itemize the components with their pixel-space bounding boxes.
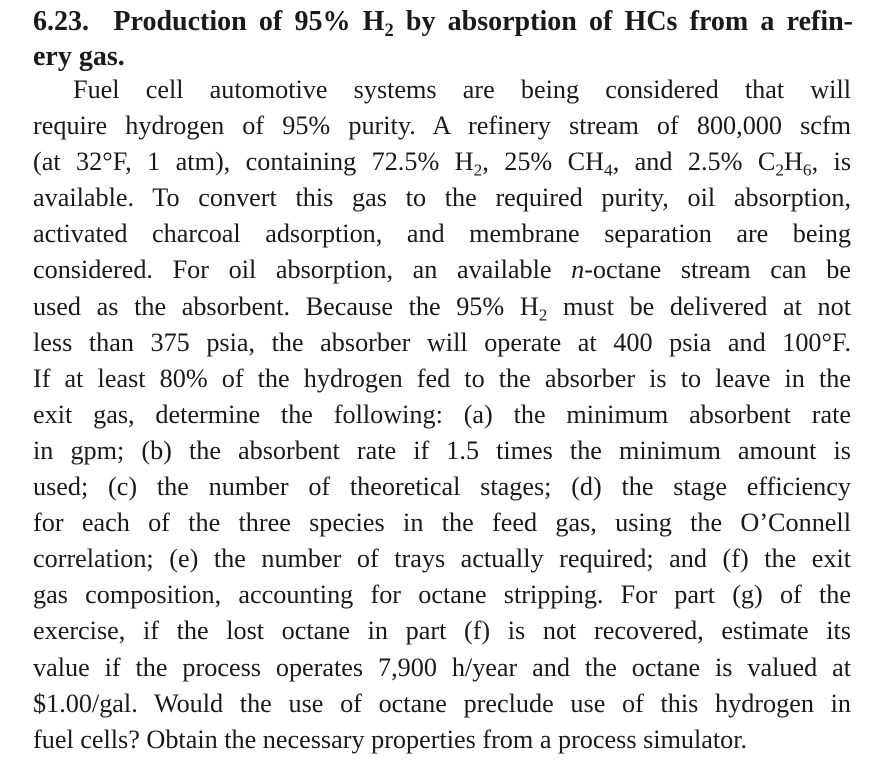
text-line-11: in gpm; (b) the absorbent rate if 1.5 times the minimum amount is — [33, 435, 851, 465]
ch4-subscript: 4 — [604, 160, 613, 180]
text-line-3-part-e: , and 2.5% C — [612, 147, 776, 177]
text-line-4: available. To convert this gas to the required purity, oil absorption, — [33, 183, 851, 213]
problem-title-line-2: ery gas. — [33, 41, 125, 72]
problem-title-subscript: 2 — [384, 19, 394, 40]
text-line-9: If at least 80% of the hydrogen fed to the absorber is to leave in the — [33, 363, 851, 393]
text-line-6 — [33, 252, 851, 288]
n-octane-italic: n — [571, 255, 585, 285]
text-line-8: less than 375 psia, the absorber will operate at 400 psia and 100°F. — [33, 327, 851, 357]
text-line-6-part-c: -octane stream can be — [584, 255, 851, 285]
text-line-3-part-c: , 25% CH — [482, 147, 605, 177]
problem-heading-line-1 — [33, 4, 853, 39]
problem-statement — [33, 72, 851, 758]
text-line-3 — [33, 144, 851, 180]
text-line-7-part-a: used as the absorbent. Because the 95% H — [33, 291, 539, 321]
problem-heading — [33, 4, 853, 74]
text-line-3-part-g: H — [784, 147, 803, 177]
text-line-12: used; (c) the number of theoretical stages; (d) the stage efficiency — [33, 472, 851, 502]
problem-title-part-1: Production of 95% H — [113, 6, 385, 37]
text-line-18: $1.00/gal. Would the use of octane preclude use of this hydrogen in — [33, 688, 851, 718]
text-line-19: fuel cells? Obtain the necessary properties from a process simulator. — [33, 724, 748, 754]
text-line-7 — [33, 289, 851, 325]
text-line-13: for each of the three species in the feed gas, using the O’Connell — [33, 508, 851, 538]
problem-title-part-2: by absorption of HCs from a refin- — [393, 6, 853, 37]
h2-subscript: 2 — [473, 160, 483, 180]
text-line-14: correlation; (e) the number of trays actually required; and (f) the exit — [33, 544, 851, 574]
text-line-15: gas composition, accounting for octane stripping. For part (g) of the — [33, 580, 851, 610]
text-line-3-part-a: (at 32°F, 1 atm), containing 72.5% H — [33, 147, 474, 177]
text-line-2: require hydrogen of 95% purity. A refinery stream of 800,000 scfm — [33, 111, 851, 141]
text-line-17: value if the process operates 7,900 h/year and the octane is valued at — [33, 652, 851, 682]
text-line-6-part-a: considered. For oil absorption, an available — [33, 255, 572, 285]
c2-subscript: 2 — [775, 160, 784, 180]
text-line-10: exit gas, determine the following: (a) the minimum absorbent rate — [33, 399, 851, 429]
text-line-3-part-i: , is — [811, 147, 852, 177]
problem-number: 6.23. — [33, 6, 89, 37]
text-line-16: exercise, if the lost octane in part (f) is not recovered, estimate its — [33, 616, 851, 646]
text-line-7-part-c: must be delivered at not — [547, 291, 851, 321]
text-line-1: Fuel cell automotive systems are being considered that will — [73, 75, 851, 104]
text-line-5: activated charcoal adsorption, and membrane separation are being — [33, 219, 851, 249]
h2-subscript-2: 2 — [538, 305, 548, 325]
h6-subscript: 6 — [802, 160, 812, 180]
